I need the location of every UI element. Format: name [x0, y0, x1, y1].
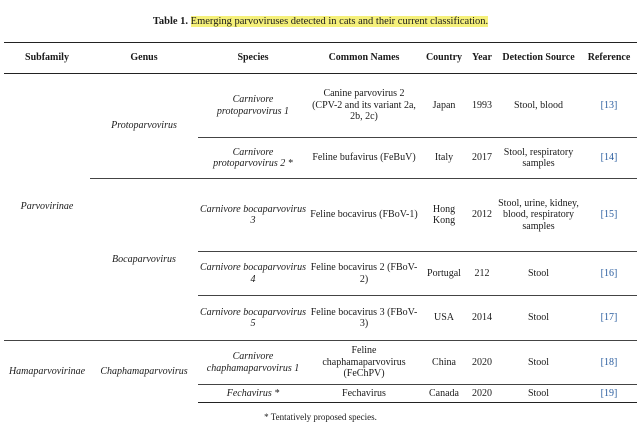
genus-cell: Bocaparvovirus [90, 179, 198, 341]
country-cell: Canada [420, 385, 468, 403]
country-cell: Italy [420, 138, 468, 179]
common-name-cell: Feline bufavirus (FeBuV) [308, 138, 420, 179]
country-cell: China [420, 341, 468, 385]
species-cell: Carnivore bocaparvovirus 5 [198, 296, 308, 341]
country-cell: Hong Kong [420, 179, 468, 252]
common-name-cell: Feline bocavirus (FBoV-1) [308, 179, 420, 252]
species-cell: Fechavirus * [198, 385, 308, 403]
header-genus: Genus [90, 43, 198, 74]
header-row [4, 43, 637, 74]
country-cell: USA [420, 296, 468, 341]
table-row [4, 74, 637, 138]
year-cell: 2014 [468, 296, 496, 341]
header-species: Species [198, 43, 308, 74]
table-caption [0, 15, 641, 29]
reference-link[interactable]: [17] [581, 296, 637, 341]
country-cell: Japan [432, 99, 456, 111]
year-cell: 1993 [472, 99, 492, 111]
header-common-names: Common Names [308, 43, 420, 74]
source-cell: Stool [496, 385, 581, 403]
year-cell: 212 [468, 252, 496, 296]
table-row [4, 179, 637, 252]
subfamily-cell: Parvovirinae [20, 201, 74, 213]
parvovirus-table [4, 42, 637, 403]
genus-cell: Protoparvovirus [111, 120, 177, 132]
common-name-cell: Fechavirus [308, 385, 420, 403]
common-name-cell: Feline bocavirus 2 (FBoV-2) [308, 252, 420, 296]
source-cell: Stool [496, 341, 581, 385]
caption-text: Emerging parvoviruses detected in cats and their current classification. [190, 16, 489, 27]
header-country: Country [420, 43, 468, 74]
species-cell: Carnivore bocaparvovirus 3 [198, 179, 308, 252]
year-cell: 2020 [468, 341, 496, 385]
source-cell: Stool, blood [514, 99, 563, 111]
header-subfamily: Subfamily [4, 43, 90, 74]
source-cell: Stool, urine, kidney, blood, respiratory samples [496, 179, 581, 252]
species-cell: Carnivore chaphamaparvovirus 1 [198, 341, 308, 385]
reference-link[interactable]: [16] [581, 252, 637, 296]
reference-link[interactable]: [13] [600, 99, 618, 111]
common-name-cell: Feline chaphamaparvovirus (FeChPV) [308, 341, 420, 385]
source-cell: Stool, respiratory samples [496, 138, 581, 179]
subfamily-cell: Hamaparvovirinae [4, 341, 90, 403]
caption-label: Table 1. [152, 16, 189, 27]
reference-link[interactable]: [14] [581, 138, 637, 179]
year-cell: 2020 [468, 385, 496, 403]
header-year: Year [468, 43, 496, 74]
reference-link[interactable]: [18] [581, 341, 637, 385]
source-cell: Stool [496, 252, 581, 296]
year-cell: 2012 [468, 179, 496, 252]
species-cell: Carnivore bocaparvovirus 4 [198, 252, 308, 296]
source-cell: Stool [496, 296, 581, 341]
table-row [4, 341, 637, 385]
table-footnote: * Tentatively proposed species. [264, 412, 377, 422]
species-cell: Carnivore protoparvovirus 1 [216, 94, 290, 117]
year-cell: 2017 [468, 138, 496, 179]
country-cell: Portugal [420, 252, 468, 296]
species-cell: Carnivore protoparvovirus 2 * [198, 138, 308, 179]
reference-link[interactable]: [15] [581, 179, 637, 252]
reference-link[interactable]: [19] [581, 385, 637, 403]
header-detection-source: Detection Source [496, 43, 581, 74]
common-name-cell: Feline bocavirus 3 (FBoV-3) [308, 296, 420, 341]
header-reference: Reference [581, 43, 637, 74]
genus-cell: Chaphamaparvovirus [90, 341, 198, 403]
common-name-cell: Canine parvovirus 2 (CPV-2 and its variant 2a, 2b, 2c) [312, 88, 416, 123]
